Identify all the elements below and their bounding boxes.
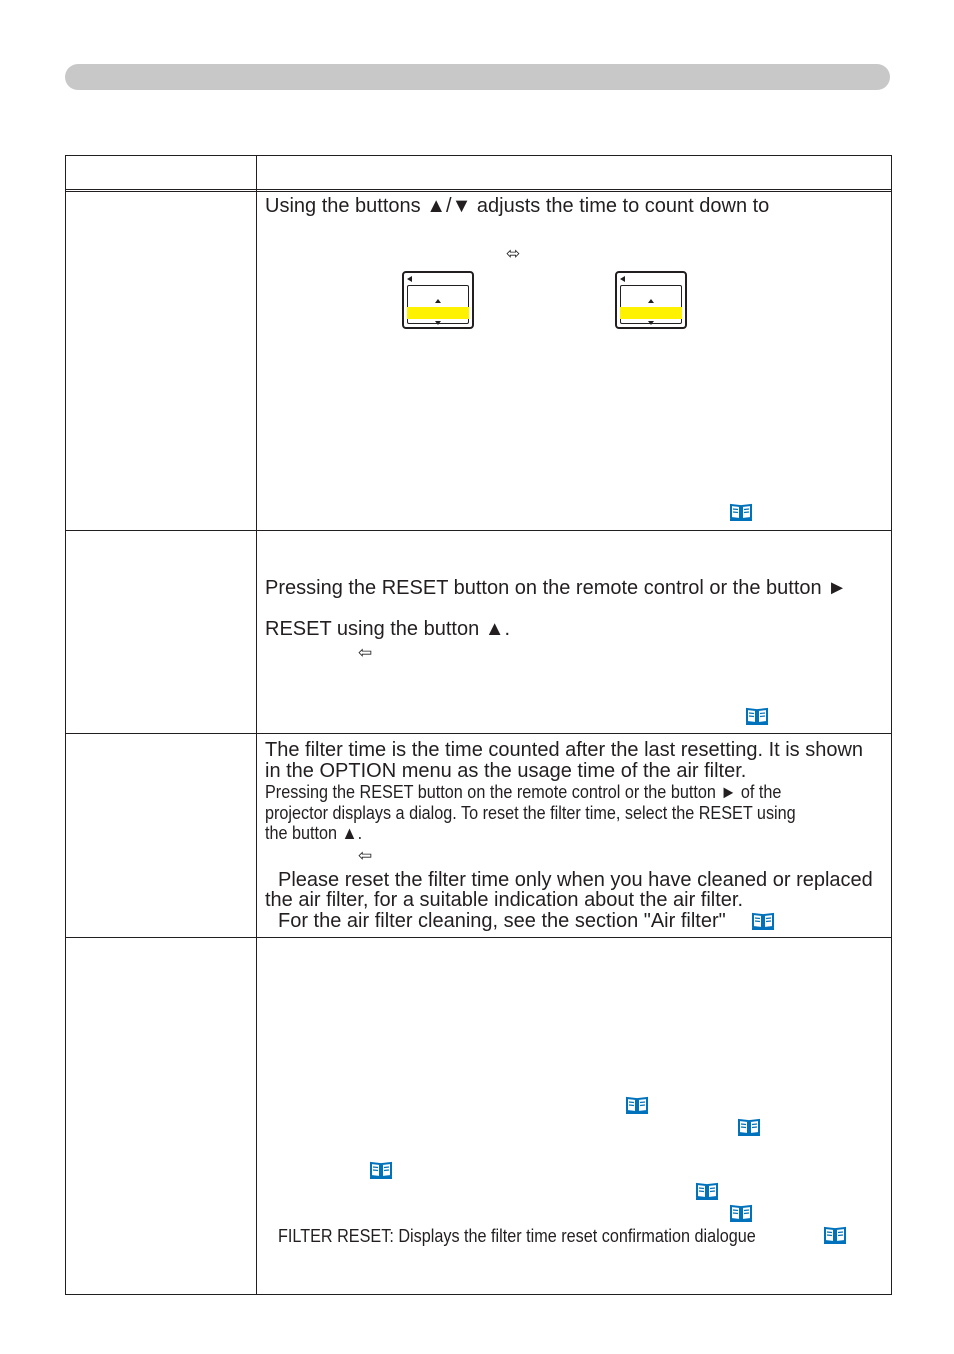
book-reference-icon[interactable] (695, 1182, 719, 1200)
book-reference-icon[interactable] (745, 707, 769, 725)
table-header-border (66, 189, 891, 190)
book-reference-icon[interactable] (751, 912, 775, 930)
table-border-top (66, 155, 891, 156)
filter-time-text: in the OPTION menu as the usage time of the air filter. (265, 760, 747, 782)
book-reference-icon[interactable] (625, 1096, 649, 1114)
left-arrow-icon (407, 276, 412, 282)
table-border-bottom (66, 1294, 891, 1295)
filter-time-note: For the air filter cleaning, see the section "Air filter" (278, 910, 726, 932)
filter-time-text: The filter time is the time counted after the last resetting. It is shown (265, 739, 864, 761)
up-arrow-icon (648, 299, 654, 303)
filter-time-note: Please reset the filter time only when you have cleaned or replaced (278, 869, 873, 891)
book-reference-icon[interactable] (369, 1161, 393, 1179)
reset-text: Pressing the RESET button on the remote control or the button ► (265, 577, 847, 599)
swap-arrow-icon: ⬄ (506, 244, 521, 263)
up-arrow-icon (435, 299, 441, 303)
row-divider (66, 937, 891, 938)
timer-text: Using the buttons ▲/▼ adjusts the time to count down to (265, 195, 770, 217)
down-arrow-icon (648, 321, 654, 325)
time-dial-widget (402, 271, 474, 329)
filter-time-text: the button ▲. (265, 823, 363, 843)
filter-reset-item: FILTER RESET: Displays the filter time reset confirmation dialogue (278, 1226, 756, 1246)
back-arrow-icon: ⇦ (358, 643, 373, 662)
time-dial-widget (615, 271, 687, 329)
table-header-border-double (66, 191, 891, 192)
menu-table (65, 155, 892, 1295)
back-arrow-icon: ⇦ (358, 846, 373, 865)
row-divider (66, 530, 891, 531)
book-reference-icon[interactable] (737, 1118, 761, 1136)
column-divider (256, 155, 257, 1295)
book-reference-icon[interactable] (823, 1226, 847, 1244)
dial-highlight (620, 307, 682, 319)
down-arrow-icon (435, 321, 441, 325)
header-bar (65, 64, 890, 90)
reset-text: RESET using the button ▲. (265, 618, 511, 640)
filter-time-text: projector displays a dialog. To reset the filter time, select the RESET using (265, 803, 796, 823)
dial-highlight (407, 307, 469, 319)
book-reference-icon[interactable] (729, 503, 753, 521)
row-divider (66, 733, 891, 734)
filter-time-text: Pressing the RESET button on the remote control or the button ► of the (265, 782, 782, 802)
book-reference-icon[interactable] (729, 1204, 753, 1222)
filter-time-note: the air filter, for a suitable indication about the air filter. (265, 889, 744, 911)
left-arrow-icon (620, 276, 625, 282)
